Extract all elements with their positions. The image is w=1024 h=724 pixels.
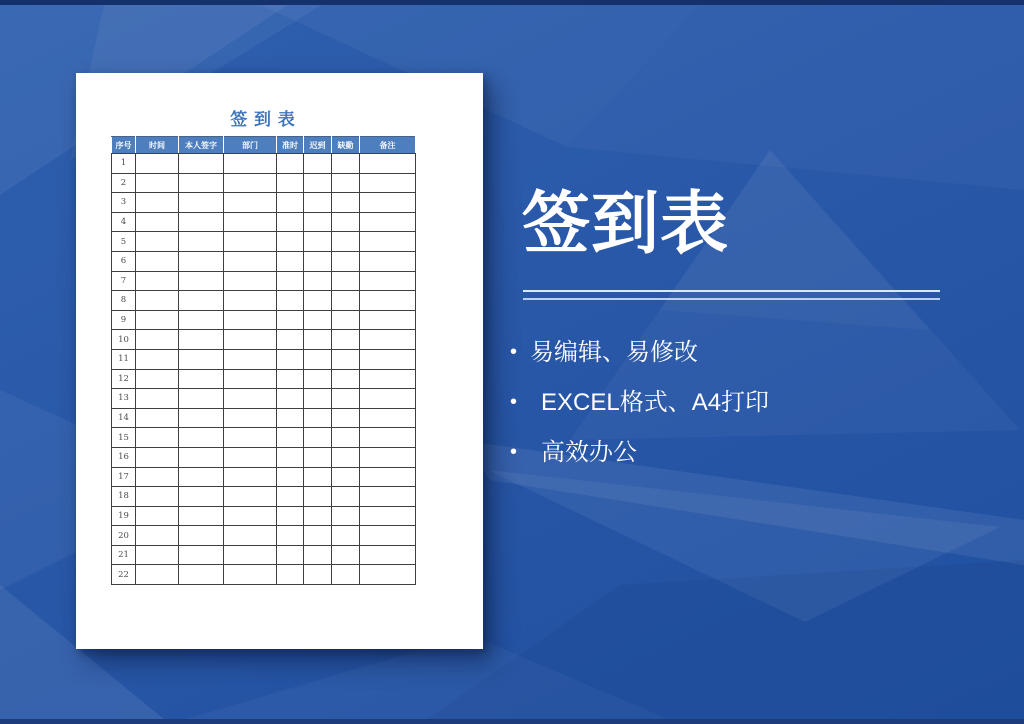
empty-cell <box>224 545 277 565</box>
empty-cell <box>360 487 416 507</box>
table-row <box>112 487 416 507</box>
empty-cell <box>136 173 179 193</box>
empty-cell <box>360 212 416 232</box>
empty-cell <box>304 173 332 193</box>
empty-cell <box>277 271 304 291</box>
row-number-cell: 15 <box>112 428 136 448</box>
empty-cell <box>332 212 360 232</box>
empty-cell <box>179 506 224 526</box>
empty-cell <box>179 330 224 350</box>
empty-cell <box>360 271 416 291</box>
row-number-cell: 17 <box>112 467 136 487</box>
empty-cell <box>360 565 416 585</box>
empty-cell <box>332 428 360 448</box>
empty-cell <box>179 349 224 369</box>
empty-cell <box>179 251 224 271</box>
empty-cell <box>332 193 360 213</box>
table-row <box>112 467 416 487</box>
empty-cell <box>136 447 179 467</box>
empty-cell <box>304 251 332 271</box>
empty-cell <box>332 154 360 174</box>
empty-cell <box>277 173 304 193</box>
page-title: 签 到 表 <box>230 110 296 129</box>
table-row <box>112 349 416 369</box>
feature-item <box>510 388 769 417</box>
empty-cell <box>304 408 332 428</box>
empty-cell <box>360 154 416 174</box>
empty-cell <box>179 487 224 507</box>
empty-cell <box>360 369 416 389</box>
empty-cell <box>304 545 332 565</box>
empty-cell <box>277 369 304 389</box>
row-number-cell: 1 <box>112 154 136 174</box>
top-border-strip <box>0 0 1024 5</box>
empty-cell <box>179 173 224 193</box>
empty-cell <box>224 291 277 311</box>
row-number-cell: 12 <box>112 369 136 389</box>
empty-cell <box>277 408 304 428</box>
empty-cell <box>179 271 224 291</box>
column-header: 部门 <box>224 137 277 154</box>
table-row <box>112 251 416 271</box>
empty-cell <box>224 389 277 409</box>
row-number-cell: 13 <box>112 389 136 409</box>
empty-cell <box>360 349 416 369</box>
table-row <box>112 506 416 526</box>
empty-cell <box>304 467 332 487</box>
empty-cell <box>304 330 332 350</box>
table-row <box>112 330 416 350</box>
table-row <box>112 271 416 291</box>
empty-cell <box>277 526 304 546</box>
empty-cell <box>179 545 224 565</box>
empty-cell <box>277 310 304 330</box>
empty-cell <box>277 506 304 526</box>
feature-label: EXCEL格式、A4打印 <box>541 389 770 416</box>
feature-label: 高效办公 <box>541 439 637 466</box>
table-row <box>112 545 416 565</box>
empty-cell <box>277 291 304 311</box>
table-row <box>112 310 416 330</box>
empty-cell <box>136 330 179 350</box>
empty-cell <box>277 447 304 467</box>
empty-cell <box>304 154 332 174</box>
row-number-cell: 8 <box>112 291 136 311</box>
empty-cell <box>224 506 277 526</box>
table-row <box>112 526 416 546</box>
row-number-cell: 3 <box>112 193 136 213</box>
empty-cell <box>224 526 277 546</box>
empty-cell <box>332 251 360 271</box>
empty-cell <box>304 487 332 507</box>
empty-cell <box>136 251 179 271</box>
empty-cell <box>360 506 416 526</box>
empty-cell <box>179 526 224 546</box>
empty-cell <box>332 349 360 369</box>
empty-cell <box>332 389 360 409</box>
empty-cell <box>277 251 304 271</box>
empty-cell <box>304 369 332 389</box>
feature-label: 易编辑、易修改 <box>530 339 698 366</box>
empty-cell <box>224 173 277 193</box>
column-header: 本人签字 <box>179 137 224 154</box>
bullet-icon: • <box>510 391 518 413</box>
empty-cell <box>224 251 277 271</box>
empty-cell <box>136 467 179 487</box>
empty-cell <box>304 232 332 252</box>
empty-cell <box>332 271 360 291</box>
empty-cell <box>277 389 304 409</box>
empty-cell <box>179 428 224 448</box>
empty-cell <box>136 428 179 448</box>
empty-cell <box>304 291 332 311</box>
empty-cell <box>224 467 277 487</box>
empty-cell <box>360 330 416 350</box>
empty-cell <box>304 389 332 409</box>
empty-cell <box>224 565 277 585</box>
row-number-cell: 9 <box>112 310 136 330</box>
table-row <box>112 193 416 213</box>
empty-cell <box>332 545 360 565</box>
empty-cell <box>360 232 416 252</box>
empty-cell <box>304 428 332 448</box>
row-number-cell: 21 <box>112 545 136 565</box>
empty-cell <box>277 487 304 507</box>
empty-cell <box>304 193 332 213</box>
empty-cell <box>304 565 332 585</box>
empty-cell <box>224 193 277 213</box>
empty-cell <box>360 389 416 409</box>
empty-cell <box>136 291 179 311</box>
empty-cell <box>277 467 304 487</box>
table-row <box>112 369 416 389</box>
empty-cell <box>332 369 360 389</box>
row-number-cell: 2 <box>112 173 136 193</box>
column-header: 迟到 <box>304 137 332 154</box>
row-number-cell: 14 <box>112 408 136 428</box>
column-header: 序号 <box>112 137 136 154</box>
empty-cell <box>304 271 332 291</box>
empty-cell <box>277 565 304 585</box>
column-header: 时间 <box>136 137 179 154</box>
column-header: 备注 <box>360 137 416 154</box>
promo-title: 签到表 <box>522 186 730 262</box>
empty-cell <box>224 487 277 507</box>
empty-cell <box>136 193 179 213</box>
row-number-cell: 6 <box>112 251 136 271</box>
empty-cell <box>304 447 332 467</box>
row-number-cell: 7 <box>112 271 136 291</box>
empty-cell <box>277 212 304 232</box>
empty-cell <box>179 408 224 428</box>
empty-cell <box>224 408 277 428</box>
empty-cell <box>136 271 179 291</box>
empty-cell <box>224 369 277 389</box>
signin-table-body <box>112 154 416 585</box>
empty-cell <box>179 193 224 213</box>
empty-cell <box>277 428 304 448</box>
empty-cell <box>136 232 179 252</box>
empty-cell <box>277 349 304 369</box>
empty-cell <box>304 506 332 526</box>
empty-cell <box>136 526 179 546</box>
empty-cell <box>179 369 224 389</box>
empty-cell <box>360 467 416 487</box>
empty-cell <box>332 310 360 330</box>
table-row <box>112 291 416 311</box>
empty-cell <box>304 526 332 546</box>
empty-cell <box>304 212 332 232</box>
empty-cell <box>224 232 277 252</box>
empty-cell <box>224 310 277 330</box>
empty-cell <box>332 506 360 526</box>
empty-cell <box>332 173 360 193</box>
empty-cell <box>304 349 332 369</box>
row-number-cell: 11 <box>112 349 136 369</box>
empty-cell <box>224 212 277 232</box>
bullet-icon: • <box>510 341 518 363</box>
bullet-icon: • <box>510 441 518 463</box>
empty-cell <box>360 173 416 193</box>
column-header: 准时 <box>277 137 304 154</box>
empty-cell <box>136 565 179 585</box>
row-number-cell: 5 <box>112 232 136 252</box>
empty-cell <box>332 232 360 252</box>
empty-cell <box>332 291 360 311</box>
document-preview-page <box>76 73 483 649</box>
empty-cell <box>136 545 179 565</box>
table-row <box>112 389 416 409</box>
empty-cell <box>360 447 416 467</box>
table-row <box>112 154 416 174</box>
empty-cell <box>360 251 416 271</box>
feature-item <box>510 438 769 467</box>
empty-cell <box>332 487 360 507</box>
empty-cell <box>136 154 179 174</box>
empty-cell <box>360 408 416 428</box>
empty-cell <box>179 232 224 252</box>
empty-cell <box>360 428 416 448</box>
empty-cell <box>224 428 277 448</box>
table-row <box>112 232 416 252</box>
empty-cell <box>277 154 304 174</box>
table-row <box>112 408 416 428</box>
feature-item <box>510 338 769 367</box>
table-row <box>112 212 416 232</box>
empty-cell <box>179 310 224 330</box>
empty-cell <box>360 545 416 565</box>
empty-cell <box>136 389 179 409</box>
signin-table <box>111 136 416 585</box>
bottom-border-strip <box>0 719 1024 724</box>
table-row <box>112 447 416 467</box>
row-number-cell: 16 <box>112 447 136 467</box>
empty-cell <box>136 408 179 428</box>
empty-cell <box>332 447 360 467</box>
table-row <box>112 428 416 448</box>
empty-cell <box>332 408 360 428</box>
empty-cell <box>179 212 224 232</box>
empty-cell <box>224 447 277 467</box>
empty-cell <box>360 310 416 330</box>
empty-cell <box>136 310 179 330</box>
empty-cell <box>136 349 179 369</box>
empty-cell <box>224 271 277 291</box>
empty-cell <box>179 291 224 311</box>
empty-cell <box>360 526 416 546</box>
table-row <box>112 173 416 193</box>
row-number-cell: 19 <box>112 506 136 526</box>
empty-cell <box>332 526 360 546</box>
empty-cell <box>224 154 277 174</box>
empty-cell <box>277 545 304 565</box>
empty-cell <box>277 193 304 213</box>
empty-cell <box>179 154 224 174</box>
double-rule-divider <box>523 290 940 300</box>
empty-cell <box>136 369 179 389</box>
empty-cell <box>332 330 360 350</box>
empty-cell <box>179 389 224 409</box>
row-number-cell: 22 <box>112 565 136 585</box>
empty-cell <box>136 212 179 232</box>
signin-table-header <box>112 137 416 154</box>
empty-cell <box>277 232 304 252</box>
table-row <box>112 565 416 585</box>
empty-cell <box>179 467 224 487</box>
row-number-cell: 18 <box>112 487 136 507</box>
empty-cell <box>179 565 224 585</box>
empty-cell <box>332 565 360 585</box>
empty-cell <box>332 467 360 487</box>
empty-cell <box>179 447 224 467</box>
row-number-cell: 10 <box>112 330 136 350</box>
row-number-cell: 20 <box>112 526 136 546</box>
row-number-cell: 4 <box>112 212 136 232</box>
empty-cell <box>304 310 332 330</box>
empty-cell <box>277 330 304 350</box>
empty-cell <box>360 291 416 311</box>
column-header: 缺勤 <box>332 137 360 154</box>
empty-cell <box>224 349 277 369</box>
feature-list <box>510 338 769 467</box>
empty-cell <box>224 330 277 350</box>
empty-cell <box>136 487 179 507</box>
empty-cell <box>360 193 416 213</box>
empty-cell <box>136 506 179 526</box>
